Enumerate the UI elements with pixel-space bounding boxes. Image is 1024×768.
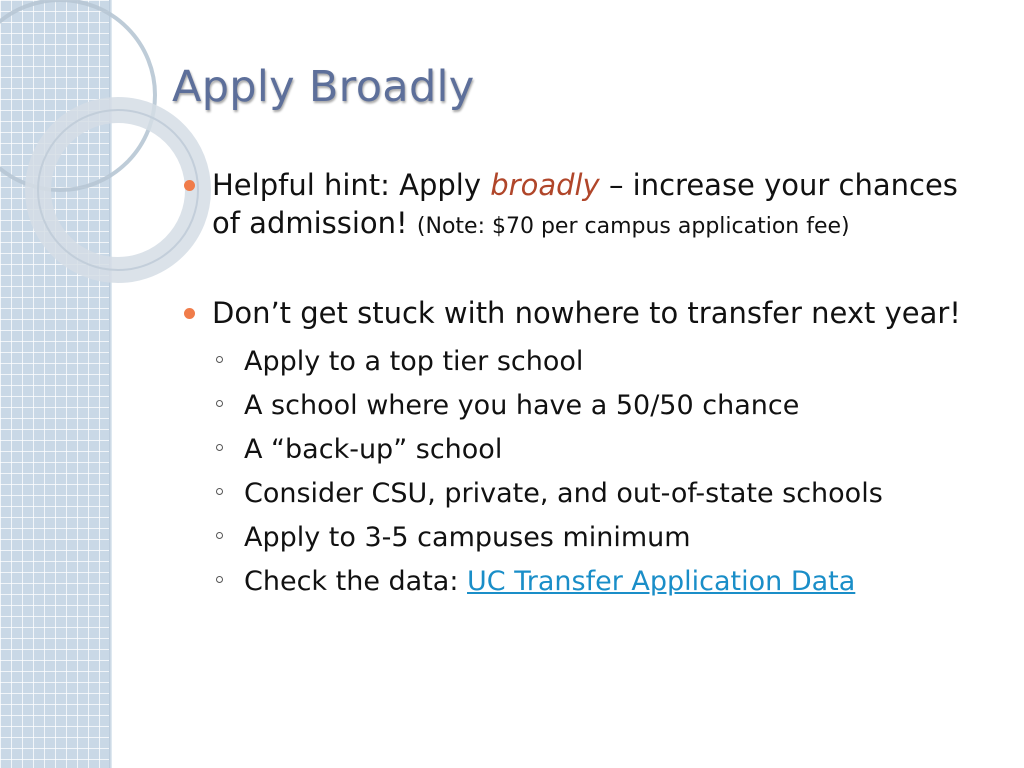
slide-body [184,166,984,604]
bullet-text: Don’t get stuck with nowhere to transfer next year! [212,296,961,330]
bullet-text: – increase your chances of admission! [212,168,958,240]
sub-bullet-text: A “back-up” school [244,434,503,465]
hollow-circle-bullet-icon [216,356,223,363]
sub-bullet-item [184,340,984,384]
spacer [184,246,984,294]
sub-bullet-text: Check the data: [244,566,468,597]
sub-bullet-text: Consider CSU, private, and out-of-state schools [244,478,883,509]
sub-bullet-list [184,340,984,604]
sub-bullet-text: Apply to 3-5 campuses minimum [244,522,691,553]
sub-bullet-text: A school where you have a 50/50 chance [244,390,800,421]
hollow-circle-bullet-icon [216,400,223,407]
bullet-text: Helpful hint: Apply [212,168,491,202]
sub-bullet-item [184,560,984,604]
bullet-dot-icon [184,180,195,191]
sub-bullet-item [184,428,984,472]
bullet-note: (Note: $70 per campus application fee) [416,214,850,239]
sub-bullet-item [184,516,984,560]
bullet-dot-icon [184,308,195,319]
bullet-emphasis: broadly [490,168,600,202]
hollow-circle-bullet-icon [216,488,223,495]
hollow-circle-bullet-icon [216,576,223,583]
hollow-circle-bullet-icon [216,532,223,539]
bullet-item [184,166,984,246]
uc-transfer-data-link[interactable]: UC Transfer Application Data [467,566,856,597]
bullet-item [184,294,984,332]
sub-bullet-item [184,472,984,516]
sub-bullet-text: Apply to a top tier school [244,346,584,377]
sub-bullet-item [184,384,984,428]
slide-title: Apply Broadly [172,62,475,112]
hollow-circle-bullet-icon [216,444,223,451]
